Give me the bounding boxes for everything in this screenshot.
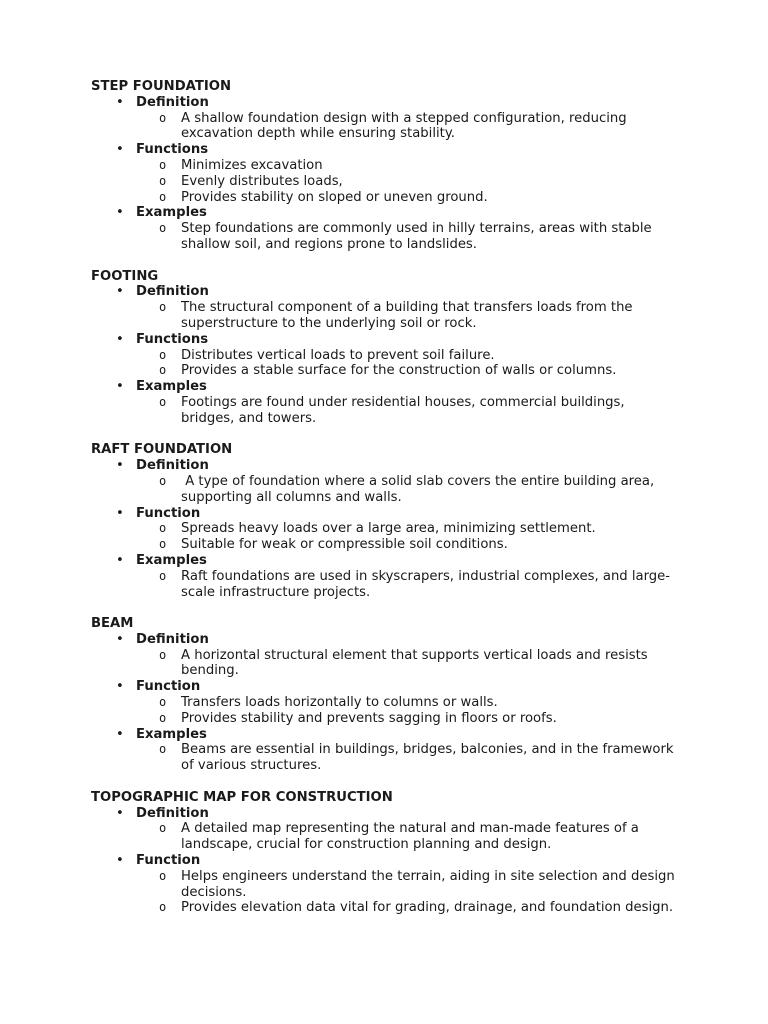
circle-bullet-icon: o xyxy=(159,300,167,315)
list-item xyxy=(91,900,681,916)
list-item-text: Step foundations are commonly used in hilly terrains, areas with stable shallow soil, and regions prone to landslides. xyxy=(181,221,656,252)
circle-bullet-icon: o xyxy=(159,157,167,172)
circle-bullet-icon: o xyxy=(159,647,167,662)
list-item-text: Distributes vertical loads to prevent soil failure. xyxy=(181,347,495,363)
circle-bullet-icon: o xyxy=(159,473,167,488)
subheading-label: Definition xyxy=(136,284,209,300)
list-item xyxy=(91,711,681,727)
subheading xyxy=(91,853,691,869)
circle-bullet-icon: o xyxy=(159,537,167,552)
list-item-text: Minimizes excavation xyxy=(181,157,323,173)
list-item-text: Transfers loads horizontally to columns or walls. xyxy=(181,695,498,711)
bullet-icon: • xyxy=(116,379,124,395)
subheading-label: Examples xyxy=(136,205,207,221)
list-item-text: Provides stability and prevents sagging in floors or roofs. xyxy=(181,710,557,726)
bullet-icon: • xyxy=(116,94,124,110)
section-title: STEP FOUNDATION xyxy=(91,79,232,94)
subheading-label: Examples xyxy=(136,379,207,395)
list-item xyxy=(91,158,681,174)
bullet-icon: • xyxy=(116,205,124,221)
list-item xyxy=(91,869,681,901)
subheading xyxy=(91,553,691,569)
bullet-icon: • xyxy=(116,142,124,158)
subheading xyxy=(91,632,691,648)
subheading-label: Definition xyxy=(136,631,209,647)
list-item-text: A shallow foundation design with a stepped configuration, reducing excavation depth while ensuring stability. xyxy=(181,110,631,142)
list-item-text: Helps engineers understand the terrain, aiding in site selection and design decisions. xyxy=(181,868,679,900)
list-item xyxy=(91,395,681,427)
circle-bullet-icon: o xyxy=(159,110,167,125)
bullet-icon: • xyxy=(116,284,124,300)
subheading xyxy=(91,379,691,395)
bullet-icon: • xyxy=(116,458,124,474)
section xyxy=(91,79,691,253)
bullet-icon: • xyxy=(116,679,124,695)
subheading xyxy=(91,332,691,348)
list-item-text: A detailed map representing the natural and man-made features of a landscape, crucial for construction planning and design. xyxy=(181,821,644,853)
subheading xyxy=(91,142,691,158)
subheading-label: Definition xyxy=(136,458,209,474)
circle-bullet-icon: o xyxy=(159,710,167,725)
list-item-text: Beams are essential in buildings, bridges, balconies, and in the framework of various structures. xyxy=(181,742,678,774)
list-item-text: The structural component of a building that transfers loads from the superstructure to the underlying soil or rock. xyxy=(181,300,637,331)
circle-bullet-icon: o xyxy=(159,821,167,836)
subheading-label: Examples xyxy=(136,726,207,742)
list-item xyxy=(91,174,681,190)
bullet-icon: • xyxy=(116,726,124,742)
list-item xyxy=(91,821,681,853)
list-item-text: Suitable for weak or compressible soil conditions. xyxy=(181,537,508,553)
section-title: RAFT FOUNDATION xyxy=(91,442,233,458)
list-item-text: Spreads heavy loads over a large area, minimizing settlement. xyxy=(181,521,596,537)
bullet-icon: • xyxy=(116,631,124,647)
list-item xyxy=(91,648,681,680)
subheading-label: Function xyxy=(136,505,201,521)
subheading xyxy=(91,506,691,522)
bullet-icon: • xyxy=(116,331,124,347)
list-item-text: Evenly distributes loads, xyxy=(181,173,343,189)
section xyxy=(91,616,691,774)
bullet-icon: • xyxy=(116,805,124,821)
list-item-text: A horizontal structural element that supports vertical loads and resists bending. xyxy=(181,647,652,679)
list-item-text: Provides a stable surface for the construction of walls or columns. xyxy=(181,363,617,379)
circle-bullet-icon: o xyxy=(159,173,167,188)
subheading xyxy=(91,95,691,111)
list-item xyxy=(91,474,681,506)
section-title: BEAM xyxy=(91,616,134,632)
bullet-icon: • xyxy=(116,853,124,869)
list-item-text: Footings are found under residential houses, commercial buildings, bridges, and towers. xyxy=(181,394,629,426)
subheading xyxy=(91,458,691,474)
list-item-text: Provides elevation data vital for grading, drainage, and foundation design. xyxy=(181,900,674,916)
list-item xyxy=(91,300,681,332)
circle-bullet-icon: o xyxy=(159,394,167,409)
circle-bullet-icon: o xyxy=(159,695,167,710)
subheading-label: Functions xyxy=(136,331,209,347)
list-item xyxy=(91,190,681,206)
circle-bullet-icon: o xyxy=(159,221,167,236)
list-item-text: A type of foundation where a solid slab covers the entire building area, supporting all columns and walls. xyxy=(181,473,659,505)
list-item xyxy=(91,569,681,601)
circle-bullet-icon: o xyxy=(159,742,167,757)
subheading xyxy=(91,284,691,300)
list-item-text: Provides stability on sloped or uneven ground. xyxy=(181,189,488,205)
section xyxy=(91,790,691,916)
circle-bullet-icon: o xyxy=(159,363,167,378)
bullet-icon: • xyxy=(116,505,124,521)
subheading-label: Definition xyxy=(136,805,209,821)
circle-bullet-icon: o xyxy=(159,568,167,583)
subheading xyxy=(91,806,691,822)
subheading-label: Function xyxy=(136,853,201,869)
subheading-label: Function xyxy=(136,679,201,695)
list-item xyxy=(91,521,681,537)
list-item xyxy=(91,348,681,364)
document-body xyxy=(91,79,691,932)
bullet-icon: • xyxy=(116,552,124,568)
list-item xyxy=(91,363,681,379)
circle-bullet-icon: o xyxy=(159,868,167,883)
subheading xyxy=(91,205,691,221)
subheading-label: Definition xyxy=(136,94,209,110)
section xyxy=(91,442,691,600)
list-item xyxy=(91,695,681,711)
circle-bullet-icon: o xyxy=(159,521,167,536)
list-item-text: Raft foundations are used in skyscrapers, industrial complexes, and large-scale infrastructure projects. xyxy=(181,568,671,600)
subheading-label: Examples xyxy=(136,552,207,568)
subheading xyxy=(91,679,691,695)
circle-bullet-icon: o xyxy=(159,900,167,915)
list-item xyxy=(91,537,681,553)
circle-bullet-icon: o xyxy=(159,189,167,204)
section xyxy=(91,269,691,427)
section-title: FOOTING xyxy=(91,268,159,284)
list-item xyxy=(91,742,681,774)
list-item xyxy=(91,111,681,143)
section-title: TOPOGRAPHIC MAP FOR CONSTRUCTION xyxy=(91,789,393,805)
subheading-label: Functions xyxy=(136,142,209,158)
subheading xyxy=(91,727,691,743)
circle-bullet-icon: o xyxy=(159,347,167,362)
list-item xyxy=(91,221,681,253)
